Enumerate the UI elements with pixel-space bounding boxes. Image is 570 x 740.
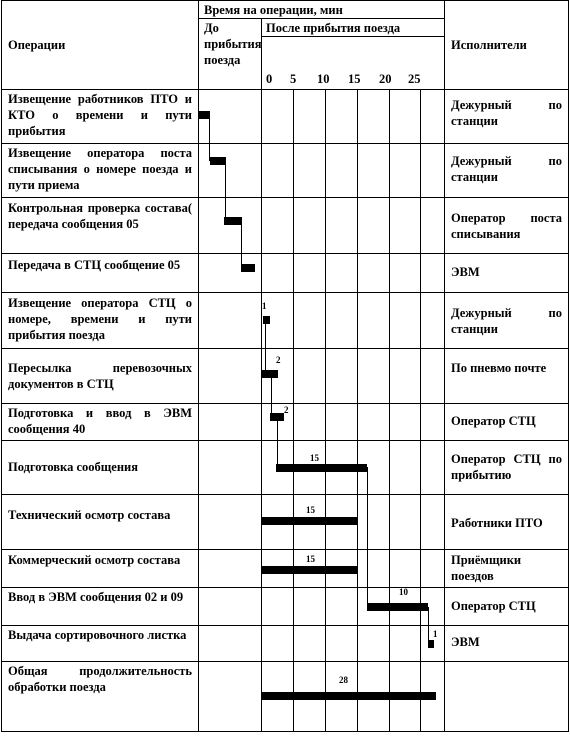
gantt-bar [262,566,357,574]
executor-text: Дежурный по станции [451,306,562,336]
header-after-arrival: После прибытия поезда [266,21,401,35]
operation-text: Пересылка перевозочных документов в СТЦ [8,361,192,391]
tick-25: 25 [408,72,421,86]
executor-text: Оператор СТЦ [451,599,536,613]
duration-label: 1 [433,629,438,639]
executor-text: Дежурный по станции [451,98,562,128]
gantt-bar [199,111,210,119]
operation-text: Передача в СТЦ сообщение 05 [8,258,181,272]
operation-text: Ввод в ЭВМ сообщения 02 и 09 [8,590,184,604]
tick-20: 20 [379,72,392,86]
header-executors: Исполнители [451,38,527,52]
gantt-bar [262,692,436,700]
gantt-bar [367,603,428,611]
gantt-bar [270,413,284,421]
tick-10: 10 [317,72,330,86]
gantt-bar [210,157,226,165]
tick-0: 0 [266,72,273,86]
executor-text: ЭВМ [451,635,480,649]
duration-label: 15 [310,453,319,463]
executor-text: ЭВМ [451,265,480,279]
duration-label: 2 [276,355,281,365]
executor-text: Работники ПТО [451,516,543,530]
operation-text: Извещение работников ПТО и КТО о времени и пути прибытия [8,92,192,138]
header-before-arrival: До прибытия поезда [204,21,262,67]
gantt-bar [224,217,242,225]
duration-label: 1 [262,301,267,311]
duration-label: 28 [339,675,348,685]
operation-text: Подготовка сообщения [8,460,139,474]
gantt-bar [428,640,434,648]
executor-text: Оператор СТЦ [451,414,536,428]
gantt-bar [262,517,357,525]
header-operations: Операции [8,38,66,52]
operation-text: Коммерческий осмотр состава [8,553,181,567]
executor-text: По пневмо почте [451,361,547,375]
duration-label: 15 [306,554,315,564]
operation-text: Контрольная проверка состава( передача сообщения 05 [8,201,192,231]
gantt-bar [262,370,278,378]
duration-label: 10 [399,587,408,597]
executor-text: Оператор поста списывания [451,211,562,241]
executor-text: Приёмщики поездов [451,553,522,583]
executor-text: Оператор СТЦ по прибытию [451,452,562,482]
operation-text: Выдача сортировочного листка [8,628,187,642]
duration-label: 15 [306,505,315,515]
gantt-bar [241,264,255,272]
operation-text: Технический осмотр состава [8,508,171,522]
header-time: Время на операции, мин [204,3,343,17]
operation-text: Извещение оператора СТЦ о номере, времени и пути прибытия поезда [8,296,192,342]
gantt-bar [263,316,270,324]
tick-15: 15 [348,72,361,86]
operation-text: Общая продолжительность обработки поезда [8,664,192,694]
connectors [210,117,429,643]
executor-text: Дежурный по станции [451,154,562,184]
tick-5: 5 [290,72,297,86]
operation-text: Извещение оператора поста списывания о номере поезда и пути приема [8,146,192,192]
gantt-bar [276,464,367,472]
operation-text: Подготовка и ввод в ЭВМ сообщения 40 [8,406,192,436]
duration-label: 2 [284,405,289,415]
